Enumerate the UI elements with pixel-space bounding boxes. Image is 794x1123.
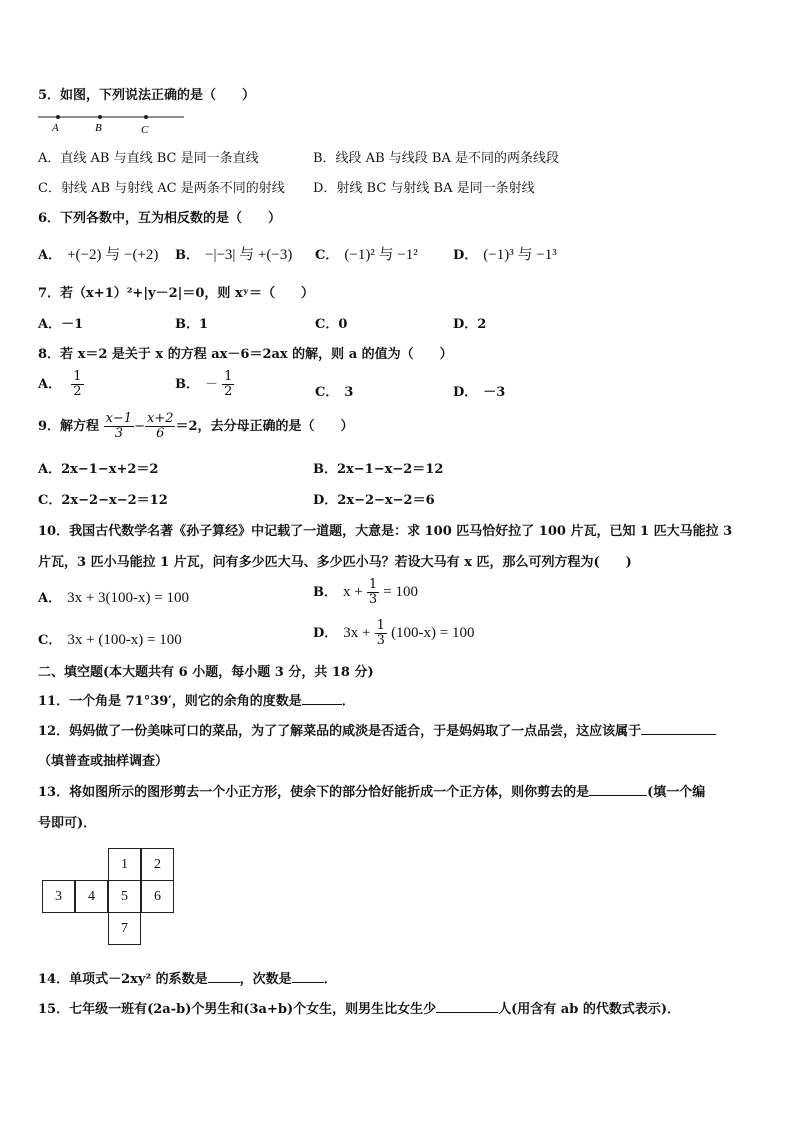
q13-line-1: [38, 781, 705, 800]
option-expr: 3x + (100-x) = 100: [67, 632, 182, 648]
fraction-denominator: 2: [73, 384, 82, 399]
fraction-denominator: 3: [368, 592, 378, 607]
q12-line-2: （填普查或抽样调查）: [38, 754, 169, 769]
option-key: C．: [315, 385, 339, 400]
option-expr: −|−3| 与 +(−3): [205, 247, 293, 263]
option-key: B．: [175, 377, 199, 392]
fraction: [104, 412, 135, 441]
q8-option-b: [175, 370, 234, 399]
option-expr-post: = 100: [383, 584, 418, 600]
q7-option-a: A．－1: [38, 317, 84, 332]
option-key: D．: [453, 385, 478, 400]
q6-option-b: [175, 243, 292, 264]
answer-blank[interactable]: [589, 783, 647, 796]
q5-stem: 5．如图，下列说法正确的是（ ）: [38, 88, 256, 103]
option-expr: (−1)² 与 −1²: [344, 247, 418, 263]
point-b-label: B: [95, 122, 102, 134]
fraction-numerator: 1: [368, 577, 378, 592]
q11-text: 11．一个角是 71°39′，则它的余角的度数是: [38, 694, 302, 709]
net-cell-2: 2: [141, 848, 174, 881]
q14-text-mid: ，次数是: [239, 972, 292, 987]
fraction-numerator: 1: [376, 618, 385, 633]
option-expr-pre: 3x +: [343, 625, 371, 641]
q8-stem: 8．若 x＝2 是关于 x 的方程 ax－6＝2ax 的解，则 a 的值为（ ）: [38, 347, 453, 362]
q6-option-d: [453, 243, 557, 264]
option-key: B．: [175, 248, 199, 263]
q13-text-end: (填一个编: [647, 785, 706, 800]
option-key: A．: [38, 591, 62, 606]
fraction-denominator: 3: [114, 426, 123, 441]
q9-option-c: C．2x−2−x−2＝12: [38, 493, 168, 508]
net-cell-3: 3: [42, 880, 75, 913]
q8-option-d: [453, 381, 505, 400]
q5-option-d: D．射线 BC 与射线 BA 是同一条射线: [313, 181, 535, 196]
q9-stem: [38, 412, 354, 441]
option-key: A．: [38, 377, 62, 392]
fraction-numerator: x+2: [146, 411, 174, 426]
q6-option-a: [38, 243, 158, 264]
q7-option-d: D．2: [453, 317, 487, 332]
answer-blank[interactable]: [436, 1000, 498, 1013]
net-cell-6: 6: [141, 880, 174, 913]
fraction-numerator: x−1: [105, 411, 133, 426]
option-sign: －: [205, 377, 219, 392]
q8-option-a: [38, 370, 84, 399]
option-key: D．: [313, 626, 338, 641]
option-key: C．: [38, 633, 62, 648]
net-cell-4: 4: [75, 880, 108, 913]
option-expr: 3x + 3(100-x) = 100: [67, 590, 189, 606]
q6-stem: 6．下列各数中，互为相反数的是（ ）: [38, 211, 282, 226]
q10-option-a: [38, 587, 189, 607]
option-expr-pre: x +: [343, 584, 363, 600]
q8-option-c: [315, 381, 353, 400]
option-expr-post: (100-x) = 100: [391, 625, 475, 641]
q10-option-c: [38, 629, 182, 649]
fraction: [71, 370, 83, 399]
section-heading: 二、填空题(本大题共有 6 小题，每小题 3 分，共 18 分): [38, 665, 374, 680]
q13-text: 13．将如图所示的图形剪去一个小正方形，使余下的部分恰好能折成一个正方体，则你剪去的是: [38, 785, 590, 800]
q14-text: 14．单项式－2xy² 的系数是: [38, 972, 208, 987]
q5-option-c: C．射线 AB 与射线 AC 是两条不同的射线: [38, 181, 285, 196]
option-key: C．: [315, 248, 339, 263]
q7-stem: 7．若（x+1）²+|y－2|＝0，则 xʸ＝（ ）: [38, 286, 315, 301]
net-cell-1: 1: [108, 848, 141, 881]
fraction-numerator: 1: [73, 369, 82, 384]
q10-option-b: [313, 578, 418, 607]
q14-text-end: ．: [323, 972, 337, 987]
coefficient-blank[interactable]: [208, 970, 240, 983]
q5-option-a: A．直线 AB 与直线 BC 是同一条直线: [38, 151, 259, 166]
q12-line-1: [38, 720, 716, 739]
point-c-label: C: [141, 124, 149, 136]
option-expr: +(−2) 与 −(+2): [67, 247, 159, 263]
q15-text-end: 人(用含有 ab 的代数式表示)．: [498, 1002, 680, 1017]
q12-text: 12．妈妈做了一份美味可口的菜品，为了了解菜品的咸淡是否适合，于是妈妈取了一点品尝，这应该属于: [38, 724, 642, 739]
fraction-denominator: 3: [376, 633, 385, 648]
q9-option-a: A．2x−1−x+2＝2: [38, 462, 159, 477]
net-cell-7: 7: [108, 912, 141, 945]
q10-line-1: 10．我国古代数学名著《孙子算经》中记载了一道题，大意是：求 100 匹马恰好拉了 100 片瓦，已知 1 匹大马能拉 3: [38, 524, 733, 539]
option-expr: (−1)³ 与 −1³: [483, 247, 557, 263]
q5-line-figure: [36, 108, 186, 136]
q11-stem: [38, 690, 355, 709]
q7-option-c: C．0: [315, 317, 348, 332]
q9-option-d: D．2x−2−x−2＝6: [313, 493, 435, 508]
q9-prefix: 9．解方程: [38, 419, 100, 434]
net-cell-5: 5: [108, 880, 141, 913]
q9-option-b: B．2x−1−x−2＝12: [313, 462, 444, 477]
option-text: 3: [344, 385, 354, 400]
fraction-denominator: 2: [224, 384, 233, 399]
answer-blank[interactable]: [641, 722, 716, 735]
q6-option-c: [315, 243, 418, 264]
fraction: [367, 578, 379, 607]
answer-blank[interactable]: [302, 692, 342, 705]
q15-text: 15．七年级一班有(2a-b)个男生和(3a+b)个女生，则男生比女生少: [38, 1002, 437, 1017]
minus-sign: −: [134, 419, 145, 434]
fraction: [145, 412, 176, 441]
q13-line-2: 号即可)．: [38, 816, 97, 831]
q10-option-d: [313, 619, 475, 648]
q9-suffix: ＝2，去分母正确的是（ ）: [175, 419, 354, 434]
fraction-numerator: 1: [224, 369, 233, 384]
q5-option-b: B．线段 AB 与线段 BA 是不同的两条线段: [313, 151, 559, 166]
q11-end: ．: [341, 694, 355, 709]
fraction-denominator: 6: [156, 426, 165, 441]
fraction: [375, 619, 387, 648]
point-a-label: A: [52, 122, 59, 134]
option-key: A．: [38, 248, 62, 263]
q14-stem: [38, 968, 337, 987]
option-text: －3: [483, 385, 506, 400]
degree-blank[interactable]: [292, 970, 324, 983]
q7-option-b: B．1: [175, 317, 209, 332]
option-key: D．: [453, 248, 478, 263]
fraction: [222, 370, 234, 399]
q10-line-2: 片瓦，3 匹小马能拉 1 片瓦，问有多少匹大马、多少匹小马？若设大马有 x 匹，那么可列方程为( ): [38, 555, 632, 570]
q15-stem: [38, 998, 680, 1017]
option-key: B．: [313, 585, 337, 600]
